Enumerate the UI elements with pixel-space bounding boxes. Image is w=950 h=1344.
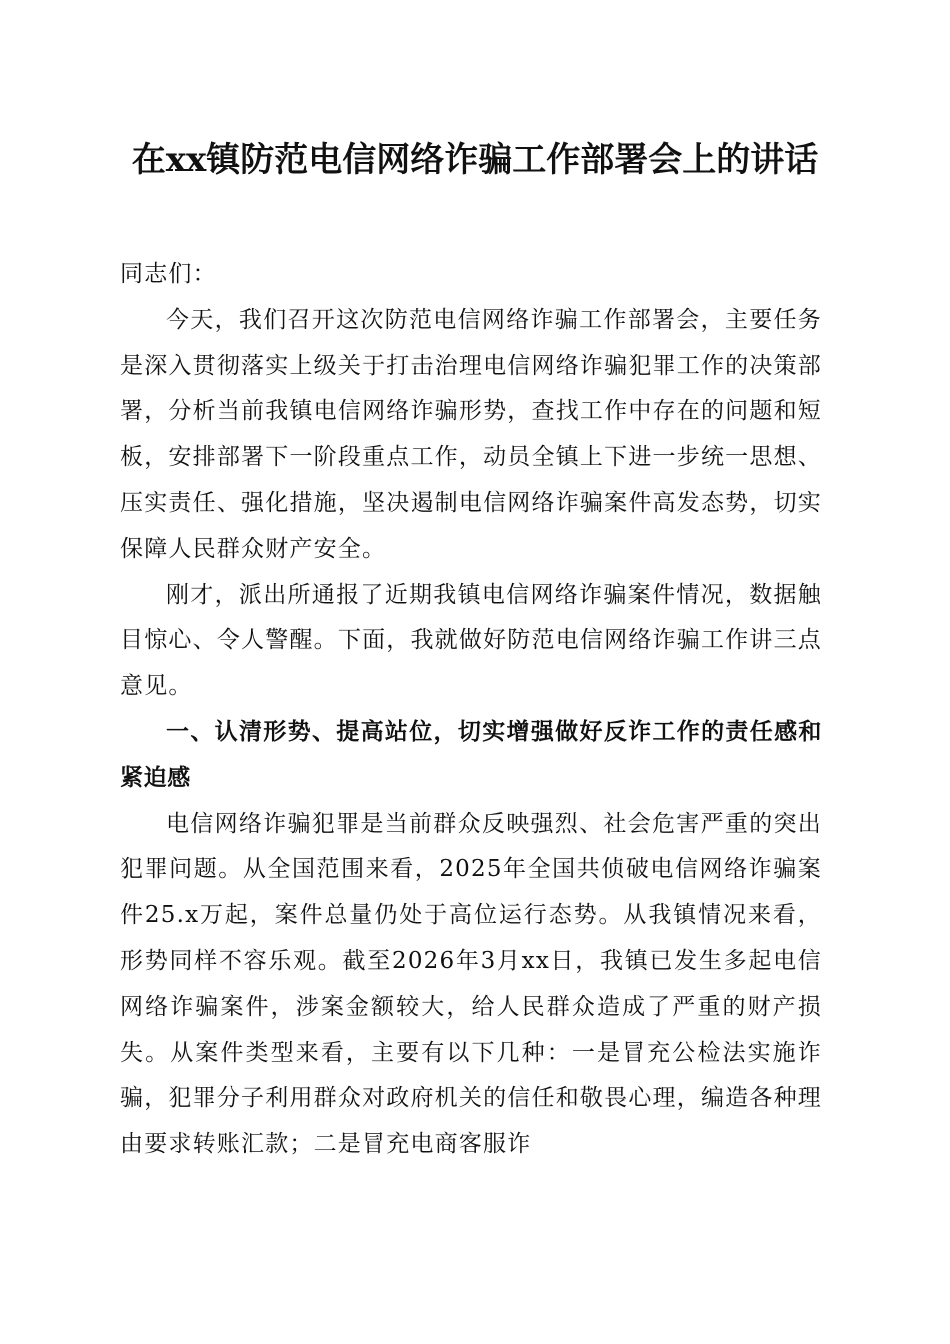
paragraph-section-1: 电信网络诈骗犯罪是当前群众反映强烈、社会危害严重的突出犯罪问题。从全国范围来看，2025年全国共侦破电信网络诈骗案件25.x万起，案件总量仍处于高位运行态势。从我镇情况来看，形势同样不容乐观。截至2026年3月xx日，我镇已发生多起电信网络诈骗案件，涉案金额较大，给人民群众造成了严重的财产损失。从案件类型来看，主要有以下几种：一是冒充公检法实施诈骗，犯罪分子利用群众对政府机关的信任和敬畏心理，编造各种理由要求转账汇款；二是冒充电商客服诈 — [120, 810, 822, 1158]
section-heading-1: 一、认清形势、提高站位，切实增强做好反诈工作的责任感和紧迫感 — [120, 718, 822, 791]
paragraph-transition: 刚才，派出所通报了近期我镇电信网络诈骗案件情况，数据触目惊心、令人警醒。下面，我就做好防范电信网络诈骗工作讲三点意见。 — [120, 581, 822, 700]
paragraph-opening: 今天，我们召开这次防范电信网络诈骗工作部署会，主要任务是深入贯彻落实上级关于打击治理电信网络诈骗犯罪工作的决策部署，分析当前我镇电信网络诈骗形势，查找工作中存在的问题和短板，安排部署下一阶段重点工作，动员全镇上下进一步统一思想、压实责任、强化措施，坚决遏制电信网络诈骗案件高发态势，切实保障人民群众财产安全。 — [120, 306, 822, 562]
document-title: 在xx镇防范电信网络诈骗工作部署会上的讲话 — [131, 140, 819, 180]
salutation: 同志们： — [120, 261, 217, 287]
document-body — [120, 252, 822, 1168]
